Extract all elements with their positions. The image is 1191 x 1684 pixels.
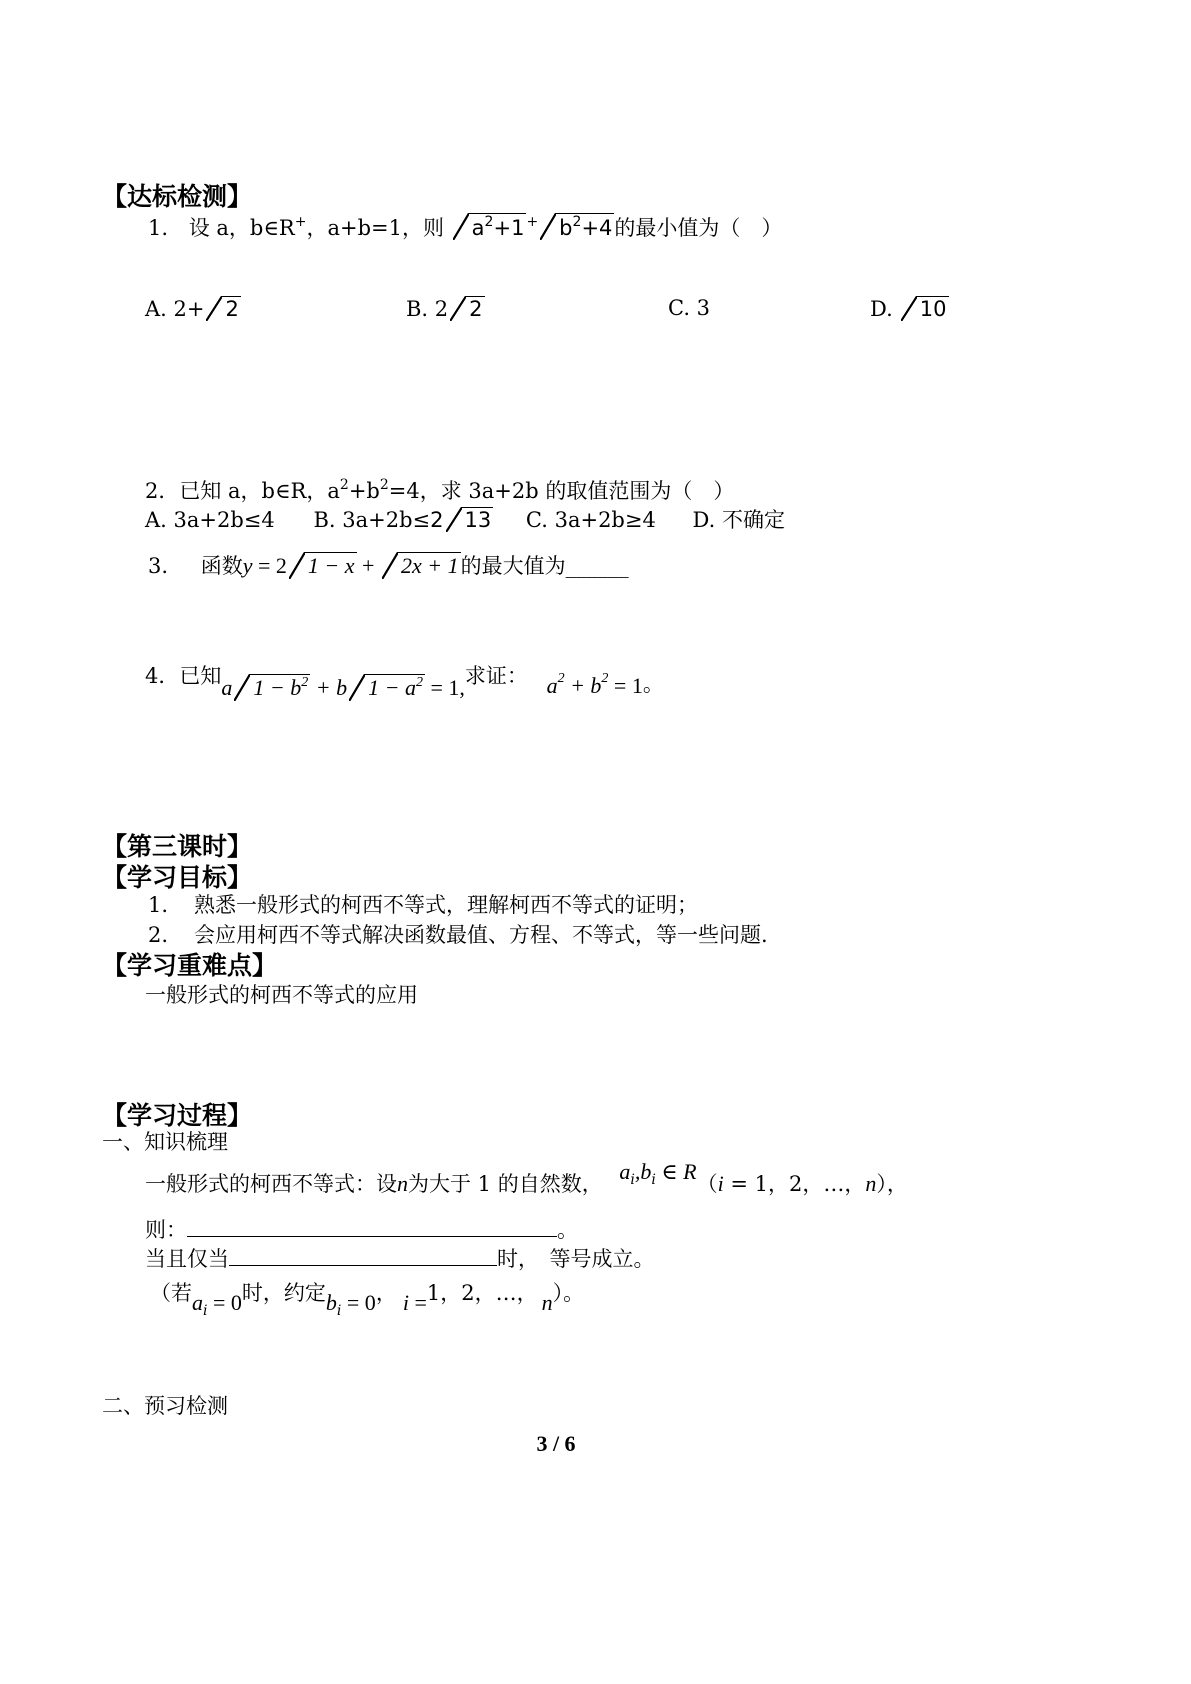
section-heading-guocheng: 【学习过程】 (102, 1101, 253, 1130)
key-point-text: 一般形式的柯西不等式的应用 (145, 983, 418, 1007)
fill-blank[interactable] (229, 1247, 497, 1266)
equality-condition-line: 当且仅当 时， 等号成立。 (145, 1247, 655, 1271)
part-2-title: 二、预习检测 (102, 1394, 228, 1418)
option-a: A. 3a+2b≤4 (145, 508, 275, 532)
question-2: 2．已知 a，b∈R，$a^2+b^2=4$，求 3a+2b 的取值范围为（ ） (145, 477, 735, 503)
section-heading-zhongnan: 【学习重难点】 (102, 951, 278, 980)
convention-note: （若$a_i = 0$时，约定$b_i = 0$， i =1，2，…， n）。 (150, 1281, 585, 1319)
question-number: 1. (148, 216, 169, 240)
part-1-title: 一、知识梳理 (102, 1130, 228, 1154)
option-d: D. 10 (870, 297, 947, 321)
question-text: ，a+b=1，则 (306, 216, 444, 240)
goal-item: 2. 会应用柯西不等式解决函数最值、方程、不等式，等一些问题. (148, 923, 768, 947)
question-1 (148, 212, 782, 242)
section-heading-mubiao: 【学习目标】 (102, 863, 253, 892)
plus-sign: + (526, 214, 539, 230)
fill-blank[interactable] (187, 1218, 557, 1237)
question-4: 4．已知a $1 - b^2 + b$ $1 - a^2 = 1$,求证： $a^2 + b^2 = 1$。 (145, 664, 664, 700)
option-d: D. 不确定 (692, 508, 785, 532)
superscript: + (294, 214, 307, 230)
question-3: 3. 函数y = 2 1 − x + 2x + 1的最大值为______ (148, 553, 629, 578)
option-a: A. 2+ 2 (145, 297, 239, 321)
option-b: B. 3a+2b≤2 13 (313, 508, 492, 532)
goal-item: 1. 熟悉一般形式的柯西不等式，理解柯西不等式的证明； (148, 893, 699, 917)
section-heading-dabiao: 【达标检测】 (102, 182, 253, 211)
sqrt-expression: $a^2+1$ (453, 213, 527, 240)
option-c: C. 3a+2b≥4 (525, 508, 656, 532)
question-2-options (145, 504, 785, 534)
page-number: 3 / 6 (536, 1431, 576, 1456)
inequality-blank-line: 则： 。 (145, 1218, 578, 1242)
sqrt-expression: $b^2+4$ (540, 213, 614, 240)
cauchy-definition-line: 一般形式的柯西不等式：设n为大于 1 的自然数， $a_i,b_i$ ∈ R（i = 1，2，…，n）， (145, 1159, 908, 1196)
option-c: C. 3 (668, 296, 711, 320)
section-heading-disanke: 【第三课时】 (102, 832, 253, 861)
question-text: 设 a，b∈R (188, 216, 295, 240)
question-text: 的最小值为（ ） (614, 216, 783, 240)
option-b: B. 2 2 (406, 297, 483, 321)
